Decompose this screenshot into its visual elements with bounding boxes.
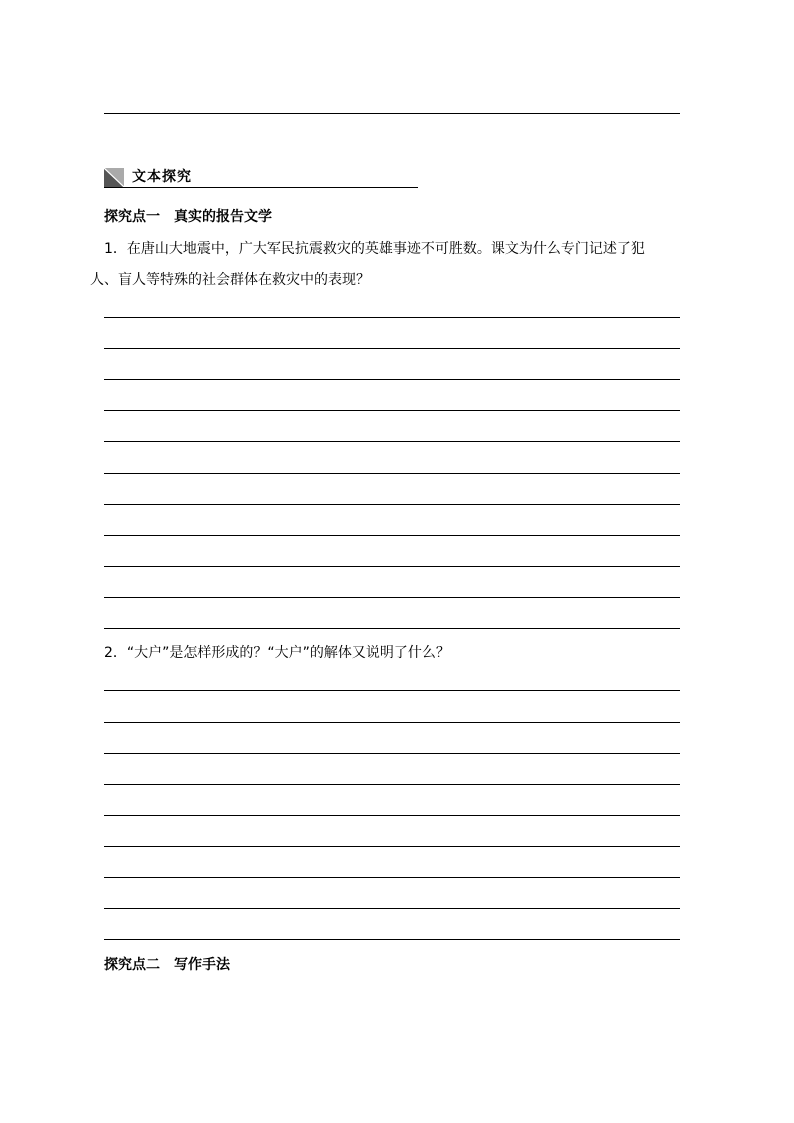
section-title: 文本探究 [132,169,192,185]
section-underline [104,187,418,188]
point-heading-1 [104,208,272,226]
answer-line [104,348,680,349]
answer-line [104,815,680,816]
point-heading-2 [104,956,230,974]
point-title: 写作手法 [174,957,230,973]
answer-line [104,908,680,909]
answer-line [104,690,680,691]
triangle-icon [104,168,124,187]
answer-line [104,597,680,598]
point-label: 探究点二 [104,957,160,973]
answer-line [104,753,680,754]
point-label: 探究点一 [104,209,160,225]
answer-line [104,784,680,785]
question-1-line-2: 人、盲人等特殊的社会群体在救灾中的表现？ [90,272,370,288]
answer-line [104,628,680,629]
answer-line [104,846,680,847]
answer-line [104,535,680,536]
answer-line [104,317,680,318]
answer-line [104,722,680,723]
point-title: 真实的报告文学 [174,209,272,225]
answer-line [104,877,680,878]
question-2: 2．“大户”是怎样形成的？“大户”的解体又说明了什么？ [104,645,450,661]
question-1-line-1: 1．在唐山大地震中，广大军民抗震救灾的英雄事迹不可胜数。课文为什么专门记述了犯 [104,241,645,257]
answer-line [104,939,680,940]
answer-line [104,410,680,411]
answer-line [104,113,680,114]
answer-line [104,566,680,567]
answer-line [104,379,680,380]
answer-line [104,504,680,505]
answer-line [104,441,680,442]
section-header [104,168,418,188]
answer-line [104,473,680,474]
